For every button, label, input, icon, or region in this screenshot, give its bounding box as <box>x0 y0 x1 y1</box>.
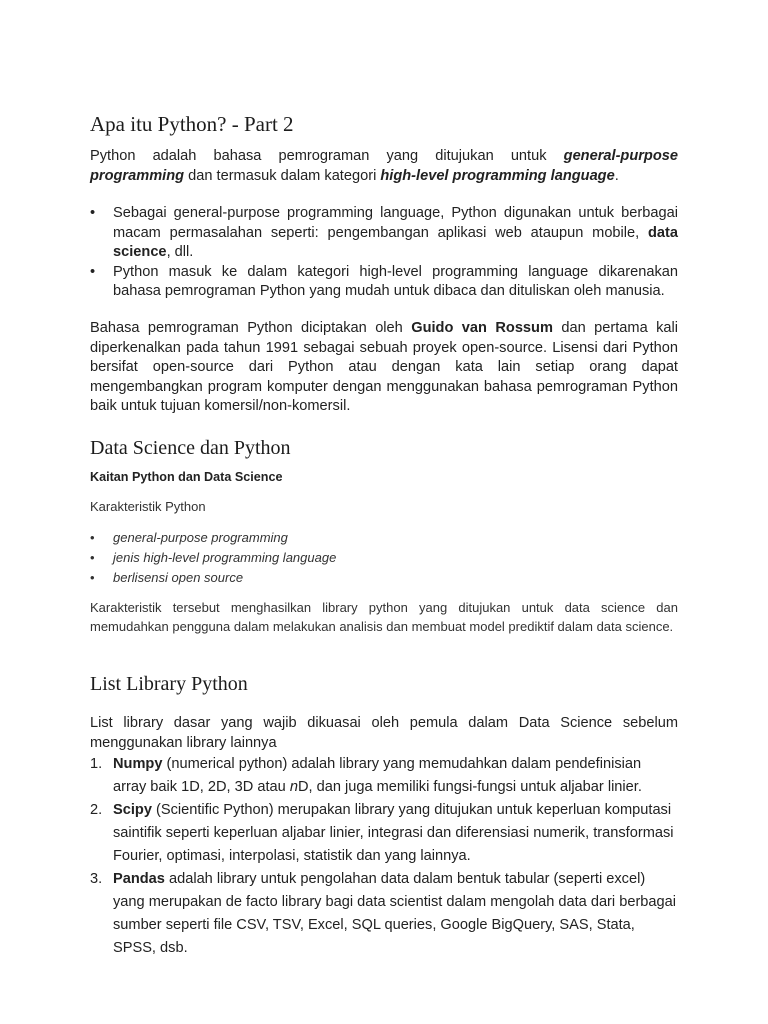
intro-paragraph: Python adalah bahasa pemrograman yang ditujukan untuk general-purpose programming dan termasuk dalam kategori high-level programming language. <box>90 148 678 184</box>
list-item: • Sebagai general-purpose programming language, Python digunakan untuk berbagai macam permasalahan seperti: pengembangan aplikasi web ataupun mobile, data science, dll. <box>90 204 678 263</box>
item-number: 2. <box>90 802 103 818</box>
library-list <box>90 753 678 960</box>
list-item: • Python masuk ke dalam kategori high-level programming language dikarenakan bahasa pemrograman Python yang mudah untuk dibaca dan dituliskan oleh manusia. <box>90 263 678 302</box>
python-bullet-list <box>90 204 678 302</box>
list-item: 1. Numpy (numerical python) adalah library yang memudahkan dalam pendefinisian array baik 1D, 2D, 3D atau nD, dan juga memiliki fungsi-fungsi untuk aljabar linier. <box>90 753 678 799</box>
section-title-library: List Library Python <box>90 673 248 695</box>
list-item: 2. Scipy (Scientific Python) merupakan library yang ditujukan untuk keperluan komputasi saintifik seperti keperluan aljabar linier, integrasi dan diferensiasi numerik, transformasi Fourier, optimasi, interpolasi, statistik dan yang lainnya. <box>90 799 678 868</box>
list-item: • jenis high-level programming language <box>90 548 336 568</box>
characteristics-label: Karakteristik Python <box>90 499 206 514</box>
list-item: • general-purpose programming <box>90 528 336 548</box>
library-name: Pandas <box>113 871 165 887</box>
item-number: 3. <box>90 871 103 887</box>
list-item: • berlisensi open source <box>90 568 336 588</box>
conclusion-paragraph: Karakteristik tersebut menghasilkan library python yang ditujukan untuk data science dan memudahkan pengguna dalam melakukan analisis dan membuat model prediktif dalam data science. <box>90 600 678 634</box>
characteristics-list <box>90 528 336 588</box>
list-item: 3. Pandas adalah library untuk pengolahan data dalam bentuk tabular (seperti excel) yang merupakan de facto library bagi data scientist dalam mengolah data dari berbagai sumber seperti file CSV, TSV, Excel, SQL queries, Google BigQuery, SAS, Stata, SPSS, dsb. <box>90 868 678 960</box>
section-title-python: Apa itu Python? - Part 2 <box>90 112 294 136</box>
library-name: Scipy <box>113 802 152 818</box>
library-intro-paragraph: List library dasar yang wajib dikuasai oleh pemula dalam Data Science sebelum menggunakan library lainnya <box>90 715 678 751</box>
subsection-title: Kaitan Python dan Data Science <box>90 470 283 484</box>
section-title-data-science: Data Science dan Python <box>90 437 291 459</box>
history-paragraph: Bahasa pemrograman Python diciptakan oleh Guido van Rossum dan pertama kali diperkenalkan pada tahun 1991 sebagai sebuah proyek open-source. Lisensi dari Python bersifat open-source dari Python atau dengan kata lain setiap orang dapat mengembangkan program komputer dengan menggunakan bahasa pemrograman Python baik untuk tujuan komersil/non-komersil. <box>90 320 679 414</box>
library-name: Numpy <box>113 756 163 772</box>
item-number: 1. <box>90 756 103 772</box>
